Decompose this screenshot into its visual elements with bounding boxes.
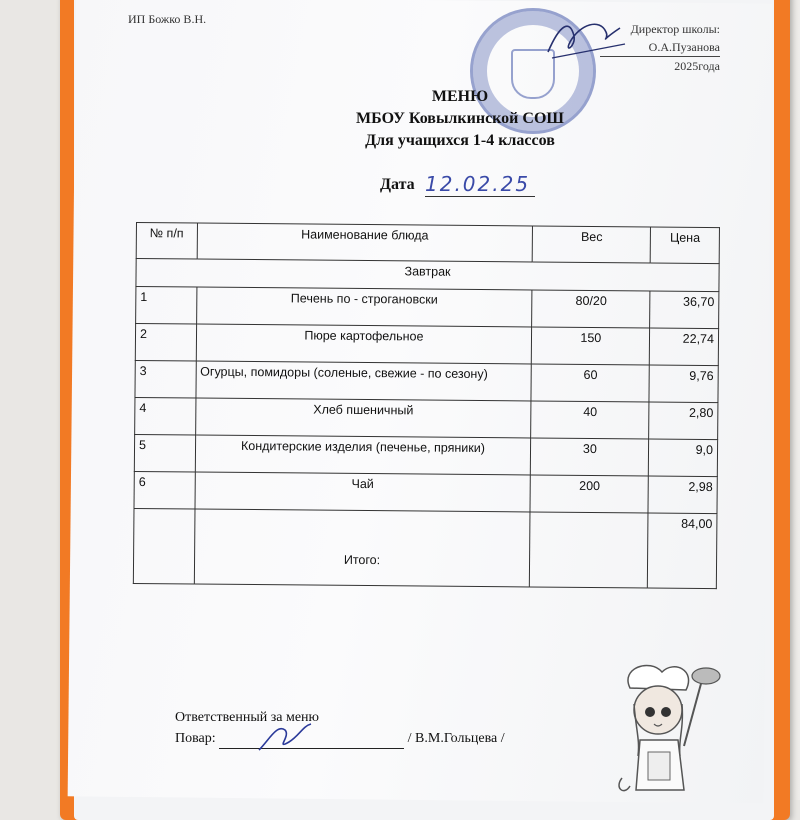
cook-label: Повар: [175, 731, 216, 746]
row-price: 2,98 [648, 476, 717, 514]
row-price: 36,70 [650, 291, 719, 329]
date-value: 12.02.25 [425, 172, 535, 197]
approver-title: Директор школы: [630, 22, 720, 36]
row-weight: 150 [532, 327, 650, 365]
row-weight: 80/20 [532, 290, 650, 328]
col-price-header: Цена [651, 227, 720, 264]
row-name: Огурцы, помидоры (соленые, свежие - по сезону) [195, 361, 531, 401]
cook-signature [255, 720, 315, 756]
row-num: 6 [134, 471, 195, 509]
table-row [134, 471, 717, 513]
date-label: Дата [380, 176, 415, 193]
table-header-row [136, 223, 719, 264]
row-num: 2 [135, 324, 196, 362]
row-num: 3 [135, 360, 196, 398]
row-num: 4 [135, 397, 196, 435]
row-weight: 40 [531, 401, 649, 439]
responsible-label: Ответственный за меню [175, 710, 319, 725]
cook-name: / В.М.Гольцева / [407, 731, 505, 746]
audience-line: Для учащихся 1-4 классов [365, 132, 555, 149]
row-price: 9,76 [649, 365, 718, 403]
row-price: 2,80 [649, 402, 718, 440]
org-name: ИП Божко В.Н. [128, 12, 207, 26]
row-num: 1 [136, 287, 197, 325]
row-name: Чай [194, 472, 530, 512]
section-label: Завтрак [136, 259, 719, 292]
table-row [135, 360, 718, 402]
table-row [136, 287, 719, 329]
approval-block [600, 20, 720, 75]
row-name: Печень по - строгановски [196, 287, 532, 327]
row-weight: 60 [531, 364, 649, 402]
approver-name: О.А.Пузанова [648, 40, 720, 54]
col-num-header: № п/п [136, 223, 197, 260]
total-row [133, 508, 717, 588]
menu-table [133, 222, 720, 589]
row-price: 9,0 [649, 439, 718, 477]
menu-title: МЕНЮ [431, 88, 489, 105]
total-value: 84,00 [648, 513, 717, 589]
row-price: 22,74 [650, 328, 719, 366]
row-weight: 200 [530, 475, 648, 513]
col-name-header: Наименование блюда [197, 223, 533, 262]
col-weight-header: Вес [533, 226, 651, 263]
row-weight: 30 [531, 438, 649, 476]
row-num: 5 [134, 434, 195, 472]
approval-year: 2025года [600, 56, 720, 75]
school-name: МБОУ Ковылкинской СОШ [356, 110, 564, 127]
row-name: Хлеб пшеничный [195, 398, 531, 438]
table-row [135, 324, 718, 366]
footer-block [175, 707, 505, 749]
total-label: Итого: [194, 509, 531, 587]
table-row [134, 434, 717, 476]
row-name: Кондитерские изделия (печенье, пряники) [195, 435, 531, 475]
row-name: Пюре картофельное [196, 324, 532, 364]
cook-line [175, 728, 505, 749]
table-row [135, 397, 718, 439]
cook-girl-illustration [600, 660, 725, 800]
